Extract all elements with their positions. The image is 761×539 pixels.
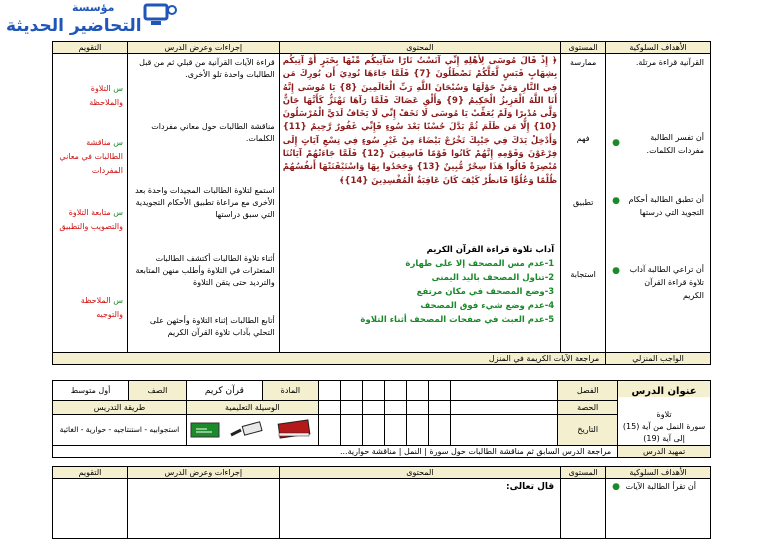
date-label: التاريخ (558, 414, 618, 445)
bullet-icon: ● (612, 138, 620, 148)
etiquette-item: 3-وضع المصحف في مكان مرتفع (416, 287, 555, 297)
objective-1: القرآنية قراءة مرتلة. (635, 58, 704, 67)
etiquette-item: 5-عدم العبث في صفحات المصحف أثناء التلاوة (360, 315, 555, 325)
lesson-plan-table-2 (52, 466, 711, 539)
objectives-cell (606, 479, 711, 539)
level-2: فهم (576, 134, 590, 143)
method-label: طريقة التدريس (53, 401, 187, 414)
procedure-2: مناقشة الطالبات حول معاني مفردات الكلمات. (151, 122, 275, 143)
evaluation-2: س مناقشة الطالبات في معاني المفردات (59, 138, 123, 175)
header-objectives: الأهداف السلوكية (606, 467, 711, 479)
lesson-plan-table (52, 41, 711, 365)
content-cell (279, 54, 560, 353)
subject-value: قرآن كريم (186, 381, 262, 401)
evaluation-3: س متابعة التلاوة والتصويب والتطبيق (59, 208, 123, 231)
aids-icons (186, 414, 318, 445)
grade-label: الصف (129, 381, 187, 401)
procedure-5: أتابع الطالبات إثناء التلاوة وأحثهن على التحلي بآداب تلاوة القرآن الكريم (149, 316, 275, 337)
objectives-cell (606, 54, 711, 353)
header-evaluation: التقويم (53, 467, 128, 479)
header-content: المحتوى (279, 467, 561, 479)
level-cell (561, 479, 606, 539)
lesson-header-table (52, 380, 711, 458)
etiquette-list (280, 242, 560, 328)
header-objectives: الأهداف السلوكية (606, 42, 711, 54)
header-evaluation: التقويم (53, 42, 128, 54)
grade-value: أول متوسط (53, 381, 129, 401)
evaluation-4: س الملاحظة والتوجيه (80, 296, 123, 319)
site-logo (2, 0, 180, 40)
lesson-title-label: عنوان الدرس تلاوة سورة النمل من آية (15) إلى آية (19) (618, 381, 711, 446)
intro-value: مراجعة الدرس السابق ثم مناقشة الطالبات حول سورة | النمل | مناقشة حوارية... (53, 446, 618, 458)
procedures-cell (127, 54, 279, 353)
level-3: تطبيق (573, 198, 594, 207)
bullet-icon: ● (612, 266, 620, 276)
evaluation-cell (53, 479, 128, 539)
header-level: المستوى (561, 42, 606, 54)
header-content: المحتوى (279, 42, 560, 54)
logo-computer-icon (142, 2, 178, 30)
level-4: استجابة (570, 270, 596, 279)
content-cell (279, 479, 561, 539)
level-1: ممارسة (570, 58, 597, 67)
bullet-icon: ● (612, 482, 620, 492)
teaching-aids-icons (187, 418, 317, 440)
content-intro: قال تعالى: (506, 482, 555, 492)
lesson-title: تلاوة سورة النمل من آية (15) إلى آية (19) (618, 397, 710, 445)
level-cell (561, 54, 606, 353)
objective-1: أن تقرأ الطالبة الآيات (625, 482, 696, 491)
objective-2: ● أن تفسر الطالبة مفردات الكلمات. (612, 133, 704, 155)
procedure-3: استمع لتلاوة الطالبات المجيدات واحدة بعد الأخرى مع مراعاة تطبيق الأحكام التجويدية التي سبق دراستها (135, 186, 275, 219)
homework-text: مراجعة الآيات الكريمة في المنزل (53, 353, 606, 365)
subject-label: المادة (262, 381, 318, 401)
header-procedures: إجراءات وعرض الدرس (127, 42, 279, 54)
procedure-1: قراءة الآيات القرآنية من قبلي ثم من قبل الطالبات واحدة تلو الأخرى. (139, 58, 275, 79)
procedures-cell (127, 479, 279, 539)
etiquette-item: 2-تناول المصحف باليد اليمنى (431, 273, 555, 283)
method-value: استجوابيه - استنتاجيه - حوارية - الغائية (53, 414, 187, 445)
aids-label: الوسيلة التعليمية (186, 401, 318, 414)
eraser-marker-icon (231, 422, 262, 435)
objective-3: ● أن تطبق الطالبة أحكام التجويد التي درستها (612, 195, 704, 217)
evaluation-cell (53, 54, 128, 353)
period-label: الحصة (558, 401, 618, 414)
class-label: الفصل (558, 381, 618, 401)
etiquette-item: 4-عدم وضع شيء فوق المصحف (420, 301, 555, 311)
logo-line2: التحاضير الحديثة (6, 16, 142, 36)
book-icon (279, 420, 311, 438)
objective-4: ● أن تراعي الطالبة آداب تلاوة قراءة القرآن الكريم (612, 265, 704, 300)
homework-label: الواجب المنزلي (606, 353, 711, 365)
intro-label: تمهيد الدرس (618, 446, 711, 458)
bullet-icon: ● (612, 196, 620, 206)
logo-line1: مؤسسة (72, 1, 115, 14)
header-level: المستوى (561, 467, 606, 479)
etiquette-title: آداب تلاوة قراءة القرآن الكريم (426, 245, 555, 255)
procedure-4: أثناء تلاوة الطالبات أكتشف الطالبات المتعثرات في التلاوة وأطلب منهن المتابعة والترديد حتى يتقن التلاوة (135, 254, 275, 287)
board-icon (191, 423, 219, 437)
header-procedures: إجراءات وعرض الدرس (127, 467, 279, 479)
quran-verses: ﴿ إِذْ قَالَ مُوسَى لِأَهْلِهِ إِنِّي آنَسْتُ نَارًا سَآتِيكُم مِّنْهَا بِخَبَرٍ أَوْ آتِيكُم بِشِهَابٍ قَبَسٍ لَّعَلَّكُمْ تَصْطَلُونَ {7} فَلَمَّا جَاءَهَا نُودِيَ أَن بُورِكَ مَن فِي النَّارِ وَمَنْ حَوْلَهَا وَسُبْحَانَ اللَّهِ رَبِّ الْعَالَمِينَ {8} يَا مُوسَى إِنَّهُ أَنَا اللَّهُ الْعَزِيزُ الْحَكِيمُ {9} وَأَلْقِ عَصَاكَ فَلَمَّا رَآهَا تَهْتَزُّ كَأَنَّهَا جَانٌّ وَلَّى مُدْبِرًا وَلَمْ يُعَقِّبْ يَا مُوسَى لَا تَخَفْ إِنِّي لَا يَخَافُ لَدَيَّ الْمُرْسَلُونَ {10} إِلَّا مَن ظَلَمَ ثُمَّ بَدَّلَ حُسْنًا بَعْدَ سُوءٍ فَإِنِّي غَفُورٌ رَّحِيمٌ {11} وَأَدْخِلْ يَدَكَ فِي جَيْبِكَ تَخْرُجْ بَيْضَاءَ مِنْ غَيْرِ سُوءٍ فِي تِسْعِ آيَاتٍ إِلَى فِرْعَوْنَ وَقَوْمِهِ إِنَّهُمْ كَانُوا قَوْمًا فَاسِقِينَ {12} فَلَمَّا جَاءَتْهُمْ آيَاتُنَا مُبْصِرَةً قَالُوا هَذَا سِحْرٌ مُّبِينٌ {13} وَجَحَدُوا بِهَا وَاسْتَيْقَنَتْهَا أَنفُسُهُمْ ظُلْمًا وَعُلُوًّا فَانظُرْ كَيْفَ كَانَ عَاقِبَةُ الْمُفْسِدِينَ {14}﴾ (282, 56, 558, 186)
etiquette-item: 1-عدم مس المصحف إلا على طهارة (405, 259, 555, 269)
evaluation-1: س التلاوة والملاحظة (89, 84, 123, 107)
